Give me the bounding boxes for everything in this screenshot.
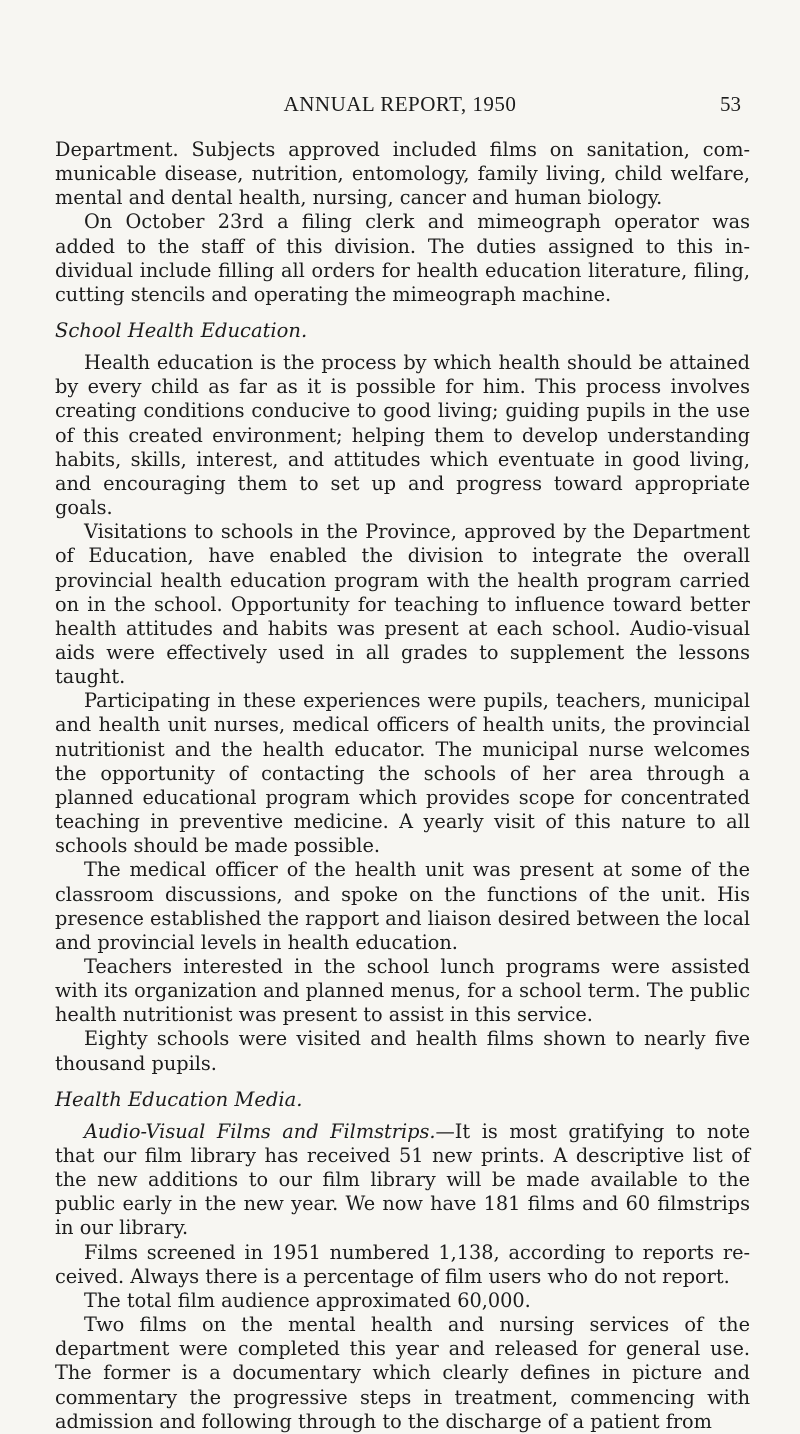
paragraph-participants: Participating in these experiences were pupils, teachers, municipal and health unit nurses, medical officers of health units, the provincial nutritionist and the health educator. The municipal nurse welcomes the opportunity of contacting the schools of her area through a planned educational program which provides scope for concentrated teaching in preventive medicine. A yearly visit of this nature to all schools should be made possible. [55, 689, 750, 858]
body-text [55, 138, 750, 1434]
paragraph-medical-officer: The medical officer of the health unit was present at some of the classroom discussions, and spoke on the functions of the unit. His presence established the rapport and liaison desired between the local and provincial levels in health education. [55, 858, 750, 954]
page-number: 53 [720, 92, 741, 116]
paragraph-film-library [55, 1120, 750, 1241]
page-header [0, 92, 800, 122]
paragraph-filing-clerk: On October 23rd a filing clerk and mimeograph operator was added to the staff of this division. The duties assigned to this individual include filling all orders for health education literature, filing, cutting stencils and operating the mimeograph machine. [55, 210, 750, 306]
paragraph-mental-health-films: Two films on the mental health and nursing services of the department were completed this year and released for general use. The former is a documentary which clearly defines in picture and commentary the progressive steps in treatment, commencing with admission and following through to the discharge of a patient from [55, 1313, 750, 1433]
section-heading-school-health: School Health Education. [55, 319, 308, 343]
paragraph-schools-visited: Eighty schools were visited and health films shown to nearly five thousand pupils. [55, 1027, 750, 1075]
section-heading-health-media: Health Education Media. [55, 1087, 303, 1111]
running-title: ANNUAL REPORT, 1950 [283, 92, 517, 116]
paragraph-school-lunch: Teachers interested in the school lunch programs were assisted with its organization and planned menus, for a school term. The public health nutritionist was present to assist in this service. [55, 955, 750, 1027]
paragraph-health-education-process: Health education is the process by which health should be attained by every child as far as it is possible for him. This process involves creating conditions conducive to good living; guiding pupils in the use of this created environment; helping them to develop understanding habits, skills, interest, and attitudes which eventuate in good living, and encouraging them to set up and progress toward appropriate goals. [55, 351, 750, 520]
run-in-heading-audio-visual: Audio-Visual Films and Filmstrips. [84, 1119, 436, 1143]
paragraph-film-audience: The total film audience approximated 60,000. [84, 1288, 531, 1312]
paragraph-school-visitations: Visitations to schools in the Province, approved by the Department of Education, have enabled the division to integrate the overall provincial health education program with the health program carried on in the school. Opportunity for teaching to influence toward better health attitudes and habits was present at each school. Audio-visual aids were effectively used in all grades to supplement the lessons taught. [55, 520, 750, 689]
paragraph-continuation: Department. Subjects approved included films on sanitation, communicable disease, nutrition, entomology, family living, child welfare, mental and dental health, nursing, cancer and human biology. [55, 138, 750, 210]
paragraph-film-library-text: —It is most gratifying to note that our film library has received 51 new prints. A descriptive list of the new additions to our film library will be made available to the public early in the new year. We now have 181 films and 60 filmstrips in our library. [55, 1119, 751, 1240]
paragraph-films-screened: Films screened in 1951 numbered 1,138, according to reports received. Always there is a percentage of film users who do not report. [55, 1240, 750, 1288]
